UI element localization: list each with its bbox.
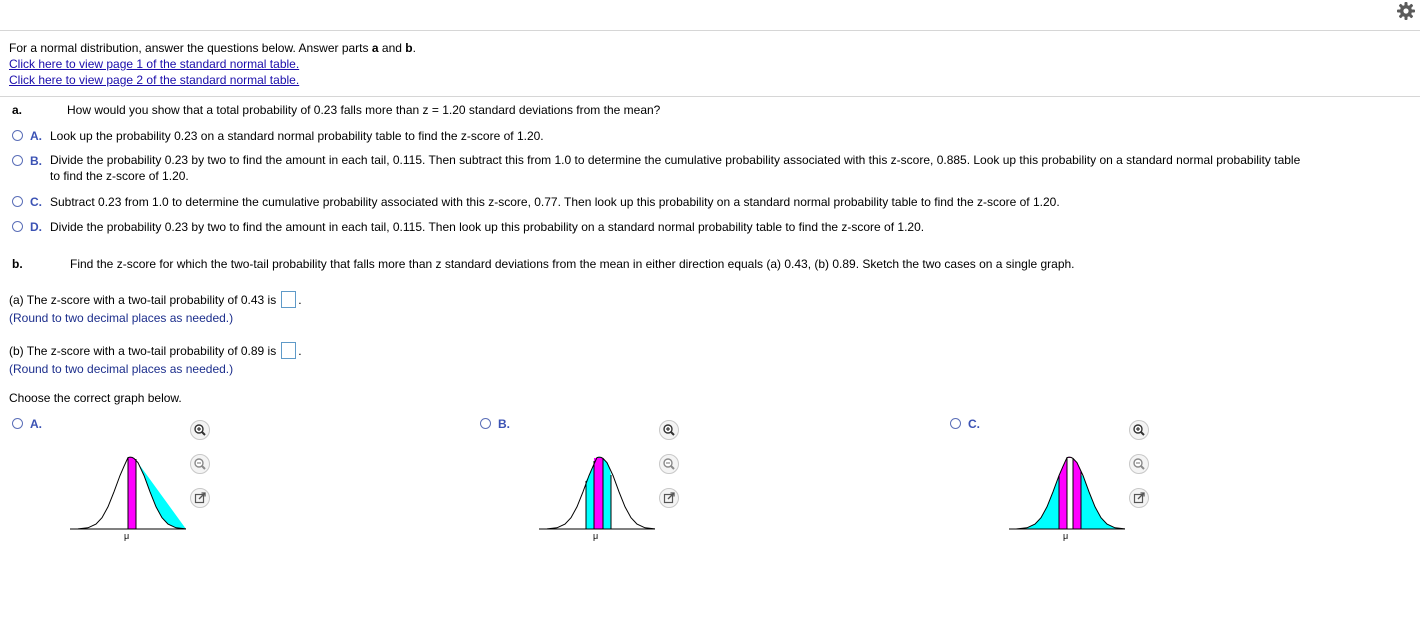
graph-prompt: Choose the correct graph below. [9, 391, 182, 405]
option-a-letter: A. [30, 129, 42, 143]
zoom-out-icon [190, 454, 210, 474]
option-b[interactable] [12, 154, 1300, 184]
option-b-letter: B. [30, 154, 42, 168]
option-b-text: Divide the probability 0.23 by two to find the amount in each tail, 0.115. Then subtract this from 1.0 to determine the cumulative probability associated with this z-score, 0.885. Look up this probability on a standard normal probability table [50, 153, 1301, 167]
zoom-in-icon [190, 420, 210, 440]
option-a-radio[interactable] [12, 130, 23, 141]
graph-a-letter: A. [30, 417, 42, 431]
gear-icon [1396, 1, 1416, 21]
zoom-in-icon [659, 420, 679, 440]
instructions: For a normal distribution, answer the questions below. Answer parts a and b. [9, 41, 416, 55]
option-b-radio[interactable] [12, 155, 23, 166]
option-d-text: Divide the probability 0.23 by two to find the amount in each tail, 0.115. Then look up this probability on a standard normal probability table to find the z-score of 1.20. [50, 220, 925, 234]
answer-a-input[interactable] [281, 291, 296, 308]
section-divider [0, 96, 1420, 97]
answer-a-row: (a) The z-score with a two-tail probability of 0.43 is . [9, 292, 302, 307]
graph-b-magenta-band [594, 458, 603, 529]
answer-b-prompt: (b) The z-score with a two-tail probability of 0.89 is [9, 343, 277, 358]
top-divider [0, 30, 1420, 31]
open-new-window-icon [190, 488, 210, 508]
part-a-ref: a [371, 41, 379, 55]
graph-c-white-band [1067, 458, 1073, 529]
option-c[interactable] [12, 195, 1060, 209]
option-c-letter: C. [30, 195, 42, 209]
part-a-label: a. [12, 103, 23, 117]
graph-c-letter: C. [968, 417, 980, 431]
zoom-out-icon [659, 454, 679, 474]
answer-b-hint: (Round to two decimal places as needed.) [9, 362, 234, 376]
part-a-question: How would you show that a total probability of 0.23 falls more than z = 1.20 standard deviations from the mean? [67, 103, 661, 117]
option-d-letter: D. [30, 220, 42, 234]
graph-b-plot [537, 450, 657, 540]
graph-c-plot [1007, 450, 1127, 540]
graph-c-radio[interactable] [950, 418, 961, 429]
option-d-radio[interactable] [12, 221, 23, 232]
graph-c-right-tail [1081, 476, 1125, 530]
graph-a-plot [68, 450, 188, 540]
graph-c-open-new-window-button[interactable] [1129, 488, 1149, 508]
graph-b-mu-label: μ [593, 531, 599, 541]
option-b-text-line2: to find the z-score of 1.20. [50, 169, 189, 183]
graph-c-zoom-out-button[interactable] [1129, 454, 1149, 474]
graph-a-zoom-out-button[interactable] [190, 454, 210, 474]
graph-c-zoom-in-button[interactable] [1129, 420, 1149, 440]
graph-a-left-tail [68, 460, 128, 529]
answer-b-input[interactable] [281, 342, 296, 359]
option-c-radio[interactable] [12, 196, 23, 207]
graph-option-a[interactable] [12, 417, 42, 431]
open-new-window-icon [1129, 488, 1149, 508]
part-b-ref: b [405, 41, 413, 55]
graph-a-open-new-window-button[interactable] [190, 488, 210, 508]
graph-option-c[interactable] [950, 417, 980, 431]
part-b-label: b. [12, 257, 23, 271]
graph-b-zoom-in-button[interactable] [659, 420, 679, 440]
graph-c-mu-label: μ [1063, 531, 1069, 541]
option-d[interactable] [12, 220, 924, 234]
option-c-text: Subtract 0.23 from 1.0 to determine the cumulative probability associated with this z-score, 0.77. Then look up this probability on a standard normal probability table to find the z-score of 1.20. [50, 195, 1060, 209]
graph-a-radio[interactable] [12, 418, 23, 429]
graph-a-center-area [128, 457, 136, 529]
graph-b-zoom-out-button[interactable] [659, 454, 679, 474]
zoom-out-icon [1129, 454, 1149, 474]
option-a-text: Look up the probability 0.23 on a standard normal probability table to find the z-score of 1.20. [50, 129, 544, 143]
answer-a-prompt: (a) The z-score with a two-tail probability of 0.43 is [9, 292, 277, 307]
graph-b-open-new-window-button[interactable] [659, 488, 679, 508]
graph-option-b[interactable] [480, 417, 510, 431]
graph-b-letter: B. [498, 417, 510, 431]
part-b-question: Find the z-score for which the two-tail probability that falls more than z standard deviations from the mean in either direction equals (a) 0.43, (b) 0.89. Sketch the two cases on a single graph. [70, 257, 1075, 271]
answer-a-hint: (Round to two decimal places as needed.) [9, 311, 234, 325]
open-new-window-icon [659, 488, 679, 508]
table-page-1-link[interactable]: Click here to view page 1 of the standard normal table. [9, 57, 300, 71]
graph-a-zoom-in-button[interactable] [190, 420, 210, 440]
table-page-2-link[interactable]: Click here to view page 2 of the standard normal table. [9, 73, 300, 87]
settings-gear-button[interactable] [1396, 1, 1416, 21]
graph-b-radio[interactable] [480, 418, 491, 429]
option-a[interactable] [12, 129, 544, 143]
graph-a-right-tail [136, 460, 186, 529]
graph-c-left-tail [1009, 476, 1059, 530]
graph-a-mu-label: μ [124, 531, 130, 541]
zoom-in-icon [1129, 420, 1149, 440]
answer-b-row: (b) The z-score with a two-tail probability of 0.89 is . [9, 343, 302, 358]
